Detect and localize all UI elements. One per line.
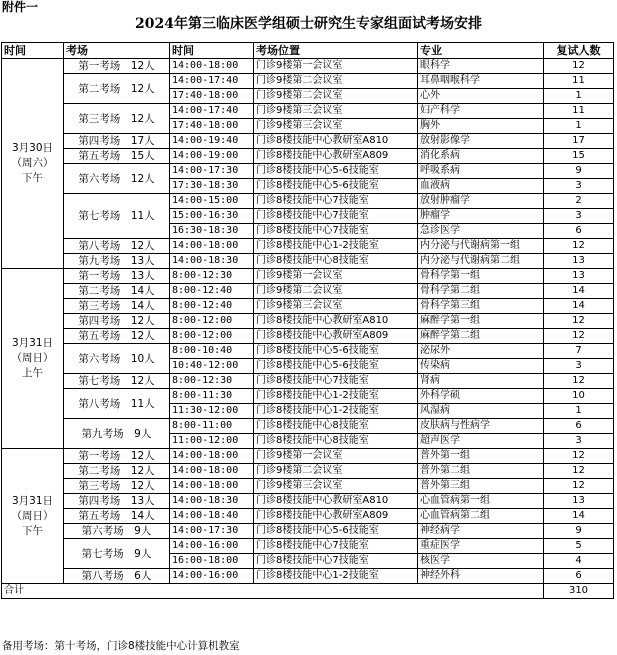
room-cell (64, 344, 170, 374)
room-cell (64, 194, 170, 239)
room-cell (64, 254, 170, 269)
table-row (2, 269, 614, 284)
slot-location: 门诊9楼第三会议室 (254, 479, 418, 494)
slot-count: 12 (544, 329, 614, 344)
slot-location: 门诊8楼技能中心8技能室 (254, 419, 418, 434)
slot-major: 呼吸系病 (418, 164, 544, 179)
room-name: 第四考场 (78, 315, 121, 327)
slot-major: 麻醉学第一组 (418, 314, 544, 329)
session-date: 3月30日 (11, 142, 54, 154)
table-row (2, 134, 614, 149)
slot-time: 17:40-18:00 (170, 119, 254, 134)
room-name: 第六考场 (78, 172, 121, 185)
slot-time: 15:00-16:30 (170, 209, 254, 224)
slot-count: 15 (544, 149, 614, 164)
table-row (2, 374, 614, 389)
slot-count: 10 (544, 389, 614, 404)
room-name: 第八考场 (78, 240, 121, 252)
total-count: 310 (544, 584, 614, 599)
header-row (2, 43, 614, 59)
slot-count: 3 (544, 434, 614, 449)
room-cell (64, 149, 170, 164)
slot-location: 门诊8楼技能中心教研室A809 (254, 149, 418, 164)
slot-major: 风湿病 (418, 404, 544, 419)
slot-major: 血液病 (418, 179, 544, 194)
room-people: 11人 (130, 397, 155, 410)
table-row (2, 149, 614, 164)
slot-count: 14 (544, 509, 614, 524)
table-row (2, 59, 614, 74)
slot-time: 8:00-12:00 (170, 329, 254, 344)
slot-time: 16:00-18:00 (170, 554, 254, 569)
table-row (2, 284, 614, 299)
room-people: 6人 (134, 570, 152, 582)
slot-time: 14:00-15:00 (170, 194, 254, 209)
room-people: 13人 (130, 495, 155, 507)
room-people: 9人 (134, 525, 152, 537)
slot-major: 放射影像学 (418, 134, 544, 149)
slot-major: 麻醉学第二组 (418, 329, 544, 344)
slot-location: 门诊9楼第三会议室 (254, 299, 418, 314)
room-people: 9人 (134, 547, 152, 560)
schedule-body (2, 59, 614, 599)
slot-location: 门诊8楼技能中心1-2技能室 (254, 404, 418, 419)
room-people: 15人 (130, 150, 155, 162)
schedule-table (1, 42, 614, 599)
slot-major: 核医学 (418, 554, 544, 569)
total-label: 合计 (2, 584, 544, 599)
room-name: 第五考场 (78, 510, 121, 522)
table-row (2, 389, 614, 404)
room-people: 13人 (130, 270, 155, 282)
room-people: 14人 (130, 510, 155, 522)
room-people: 10人 (130, 352, 155, 365)
room-name: 第二考场 (78, 465, 121, 477)
slot-major: 骨科学第一组 (418, 269, 544, 284)
room-people: 12人 (130, 465, 155, 477)
room-people: 12人 (130, 60, 155, 72)
slot-time: 8:00-12:30 (170, 269, 254, 284)
slot-location: 门诊8楼技能中心5-6技能室 (254, 164, 418, 179)
slot-location: 门诊9楼第二会议室 (254, 74, 418, 89)
room-cell (64, 239, 170, 254)
room-cell (64, 419, 170, 449)
slot-location: 门诊8楼技能中心教研室A810 (254, 314, 418, 329)
slot-count: 3 (544, 359, 614, 374)
slot-time: 14:00-18:00 (170, 449, 254, 464)
slot-time: 14:00-17:40 (170, 104, 254, 119)
slot-location: 门诊8楼技能中心1-2技能室 (254, 389, 418, 404)
slot-location: 门诊9楼第二会议室 (254, 464, 418, 479)
slot-count: 13 (544, 254, 614, 269)
room-people: 13人 (130, 255, 155, 267)
session-weekday: （周六） (11, 157, 54, 169)
slot-major: 眼科学 (418, 59, 544, 74)
room-name: 第三考场 (78, 480, 121, 492)
slot-count: 12 (544, 464, 614, 479)
slot-count: 12 (544, 314, 614, 329)
room-people: 12人 (130, 112, 155, 125)
slot-time: 8:00-11:00 (170, 419, 254, 434)
slot-major: 内分泌与代谢病第二组 (418, 254, 544, 269)
slot-major: 超声医学 (418, 434, 544, 449)
slot-location: 门诊8楼技能中心7技能室 (254, 194, 418, 209)
slot-major: 神经病学 (418, 524, 544, 539)
room-people: 12人 (130, 172, 155, 185)
table-row (2, 299, 614, 314)
table-row (2, 539, 614, 554)
room-name: 第七考场 (78, 210, 121, 222)
slot-major: 急诊医学 (418, 224, 544, 239)
slot-major: 心血管病第一组 (418, 494, 544, 509)
slot-major: 内分泌与代谢病第一组 (418, 239, 544, 254)
slot-time: 10:40-12:00 (170, 359, 254, 374)
room-people: 12人 (130, 315, 155, 327)
room-cell (64, 524, 170, 539)
slot-location: 门诊8楼技能中心5-6技能室 (254, 344, 418, 359)
slot-major: 传染病 (418, 359, 544, 374)
slot-time: 8:00-11:30 (170, 389, 254, 404)
slot-time: 8:00-12:00 (170, 314, 254, 329)
table-row (2, 194, 614, 209)
room-cell (64, 464, 170, 479)
slot-count: 12 (544, 239, 614, 254)
table-row (2, 449, 614, 464)
slot-count: 11 (544, 74, 614, 89)
slot-location: 门诊9楼第一会议室 (254, 59, 418, 74)
session-cell (2, 59, 64, 269)
slot-time: 8:00-12:40 (170, 299, 254, 314)
slot-major: 重症医学 (418, 539, 544, 554)
slot-major: 心外 (418, 89, 544, 104)
slot-count: 13 (544, 269, 614, 284)
table-row (2, 494, 614, 509)
slot-major: 泌尿外 (418, 344, 544, 359)
room-name: 第二考场 (78, 82, 121, 95)
slot-location: 门诊9楼第一会议室 (254, 449, 418, 464)
room-cell (64, 164, 170, 194)
slot-count: 1 (544, 119, 614, 134)
slot-count: 4 (544, 554, 614, 569)
slot-location: 门诊8楼技能中心5-6技能室 (254, 359, 418, 374)
room-cell (64, 479, 170, 494)
slot-count: 11 (544, 104, 614, 119)
slot-location: 门诊8楼技能中心教研室A809 (254, 509, 418, 524)
slot-major: 普外第一组 (418, 449, 544, 464)
room-name: 第二考场 (78, 285, 121, 297)
table-row (2, 104, 614, 119)
slot-major: 普外第二组 (418, 464, 544, 479)
slot-location: 门诊8楼技能中心教研室A810 (254, 134, 418, 149)
room-cell (64, 374, 170, 389)
room-cell (64, 329, 170, 344)
session-cell (2, 449, 64, 584)
slot-time: 17:30-18:30 (170, 179, 254, 194)
slot-count: 1 (544, 89, 614, 104)
slot-time: 17:40-18:00 (170, 89, 254, 104)
slot-count: 3 (544, 179, 614, 194)
session-date: 3月31日 (11, 494, 54, 507)
slot-major: 骨科学第三组 (418, 299, 544, 314)
table-row (2, 479, 614, 494)
slot-location: 门诊9楼第二会议室 (254, 89, 418, 104)
room-name: 第五考场 (78, 330, 121, 342)
slot-time: 14:00-19:40 (170, 134, 254, 149)
slot-time: 8:00-10:40 (170, 344, 254, 359)
room-people: 11人 (130, 210, 155, 222)
table-row (2, 419, 614, 434)
slot-major: 肾病 (418, 374, 544, 389)
slot-time: 14:00-18:00 (170, 479, 254, 494)
room-people: 12人 (130, 82, 155, 95)
slot-location: 门诊8楼技能中心1-2技能室 (254, 239, 418, 254)
table-row (2, 314, 614, 329)
header-location: 考场位置 (254, 43, 418, 59)
room-name: 第九考场 (78, 255, 121, 267)
room-name: 第六考场 (81, 525, 124, 537)
slot-major: 心血管病第二组 (418, 509, 544, 524)
slot-major: 胸外 (418, 119, 544, 134)
room-cell (64, 449, 170, 464)
slot-major: 皮肤病与性病学 (418, 419, 544, 434)
room-cell (64, 284, 170, 299)
slot-count: 9 (544, 164, 614, 179)
room-cell (64, 104, 170, 134)
slot-time: 14:00-18:30 (170, 254, 254, 269)
session-weekday: （周日） (11, 509, 54, 522)
header-room: 考场 (64, 43, 170, 59)
room-people: 12人 (130, 330, 155, 342)
room-cell (64, 494, 170, 509)
room-cell (64, 389, 170, 419)
slot-count: 2 (544, 194, 614, 209)
slot-count: 12 (544, 59, 614, 74)
slot-location: 门诊9楼第一会议室 (254, 269, 418, 284)
room-cell (64, 134, 170, 149)
slot-location: 门诊8楼技能中心教研室A810 (254, 494, 418, 509)
slot-major: 肿瘤学 (418, 209, 544, 224)
table-row (2, 464, 614, 479)
slot-count: 1 (544, 404, 614, 419)
slot-count: 6 (544, 224, 614, 239)
slot-major: 放射肿瘤学 (418, 194, 544, 209)
room-people: 12人 (130, 240, 155, 252)
session-weekday: （周日） (11, 352, 54, 364)
room-people: 17人 (130, 135, 155, 147)
slot-location: 门诊8楼技能中心8技能室 (254, 254, 418, 269)
slot-time: 14:00-18:00 (170, 59, 254, 74)
room-name: 第五考场 (78, 150, 121, 162)
slot-count: 6 (544, 569, 614, 584)
slot-location: 门诊8楼技能中心7技能室 (254, 554, 418, 569)
slot-time: 14:00-18:00 (170, 464, 254, 479)
slot-time: 8:00-12:30 (170, 374, 254, 389)
slot-count: 14 (544, 299, 614, 314)
slot-count: 17 (544, 134, 614, 149)
slot-count: 7 (544, 344, 614, 359)
room-people: 12人 (130, 450, 155, 462)
session-period: 上午 (22, 367, 43, 379)
header-count: 复试人数 (544, 43, 614, 59)
room-name: 第八考场 (81, 570, 124, 582)
room-cell (64, 269, 170, 284)
room-cell (64, 59, 170, 74)
page-title: 2024年第三临床医学组硕士研究生专家组面试考场安排 (135, 16, 482, 32)
slot-time: 14:00-17:40 (170, 74, 254, 89)
room-cell (64, 74, 170, 104)
slot-time: 14:00-18:30 (170, 494, 254, 509)
slot-location: 门诊8楼技能中心8技能室 (254, 434, 418, 449)
slot-time: 14:00-18:00 (170, 239, 254, 254)
table-row (2, 164, 614, 179)
header-slot: 时间 (170, 43, 254, 59)
slot-time: 14:00-18:40 (170, 509, 254, 524)
total-row (2, 584, 614, 599)
slot-location: 门诊8楼技能中心5-6技能室 (254, 179, 418, 194)
slot-time: 14:00-16:00 (170, 539, 254, 554)
room-cell (64, 539, 170, 569)
room-people: 9人 (134, 427, 152, 440)
room-cell (64, 299, 170, 314)
slot-location: 门诊9楼第二会议室 (254, 284, 418, 299)
table-row (2, 74, 614, 89)
slot-major: 外科学硕 (418, 389, 544, 404)
slot-location: 门诊8楼技能中心5-6技能室 (254, 524, 418, 539)
slot-time: 14:00-17:30 (170, 164, 254, 179)
slot-location: 门诊9楼第三会议室 (254, 119, 418, 134)
slot-major: 耳鼻咽喉科学 (418, 74, 544, 89)
slot-count: 12 (544, 374, 614, 389)
annex-label: 附件一 (2, 0, 39, 14)
slot-location: 门诊8楼技能中心7技能室 (254, 224, 418, 239)
room-people: 12人 (130, 375, 155, 387)
room-cell (64, 509, 170, 524)
slot-location: 门诊8楼技能中心1-2技能室 (254, 569, 418, 584)
room-name: 第四考场 (78, 495, 121, 507)
slot-location: 门诊8楼技能中心7技能室 (254, 539, 418, 554)
slot-major: 神经外科 (418, 569, 544, 584)
slot-count: 12 (544, 449, 614, 464)
session-cell (2, 269, 64, 449)
table-row (2, 254, 614, 269)
table-row (2, 524, 614, 539)
slot-time: 16:30-18:30 (170, 224, 254, 239)
slot-location: 门诊8楼技能中心7技能室 (254, 209, 418, 224)
room-name: 第一考场 (78, 270, 121, 282)
table-row (2, 329, 614, 344)
table-row (2, 569, 614, 584)
slot-count: 9 (544, 524, 614, 539)
room-name: 第九考场 (81, 427, 124, 440)
room-name: 第三考场 (78, 112, 121, 125)
slot-count: 6 (544, 419, 614, 434)
room-people: 14人 (130, 285, 155, 297)
slot-count: 14 (544, 284, 614, 299)
table-row (2, 239, 614, 254)
room-name: 第四考场 (78, 135, 121, 147)
slot-location: 门诊8楼技能中心7技能室 (254, 374, 418, 389)
room-name: 第八考场 (78, 397, 121, 410)
room-name: 第六考场 (78, 352, 121, 365)
room-name: 第七考场 (81, 547, 124, 560)
session-date: 3月31日 (11, 337, 54, 349)
slot-time: 14:00-16:00 (170, 569, 254, 584)
session-period: 下午 (22, 172, 43, 184)
footnote: 备用考场：第十考场，门诊8楼技能中心计算机教室 (2, 640, 240, 652)
room-name: 第一考场 (78, 60, 121, 72)
room-people: 14人 (130, 300, 155, 312)
session-period: 下午 (22, 524, 43, 537)
slot-time: 8:00-12:40 (170, 284, 254, 299)
header-time: 时间 (2, 43, 64, 59)
room-name: 第一考场 (78, 450, 121, 462)
slot-major: 妇产科学 (418, 104, 544, 119)
slot-major: 普外第三组 (418, 479, 544, 494)
slot-major: 消化系病 (418, 149, 544, 164)
slot-location: 门诊9楼第三会议室 (254, 104, 418, 119)
room-cell (64, 314, 170, 329)
slot-time: 11:30-12:00 (170, 404, 254, 419)
table-row (2, 509, 614, 524)
slot-time: 14:00-19:00 (170, 149, 254, 164)
slot-time: 14:00-17:30 (170, 524, 254, 539)
header-major: 专业 (418, 43, 544, 59)
room-name: 第三考场 (78, 300, 121, 312)
slot-count: 13 (544, 494, 614, 509)
slot-time: 11:00-12:00 (170, 434, 254, 449)
room-people: 12人 (130, 480, 155, 492)
room-cell (64, 569, 170, 584)
slot-count: 5 (544, 539, 614, 554)
slot-major: 骨科学第二组 (418, 284, 544, 299)
slot-count: 12 (544, 479, 614, 494)
room-name: 第七考场 (78, 375, 121, 387)
table-row (2, 344, 614, 359)
slot-location: 门诊8楼技能中心教研室A809 (254, 329, 418, 344)
slot-count: 3 (544, 209, 614, 224)
